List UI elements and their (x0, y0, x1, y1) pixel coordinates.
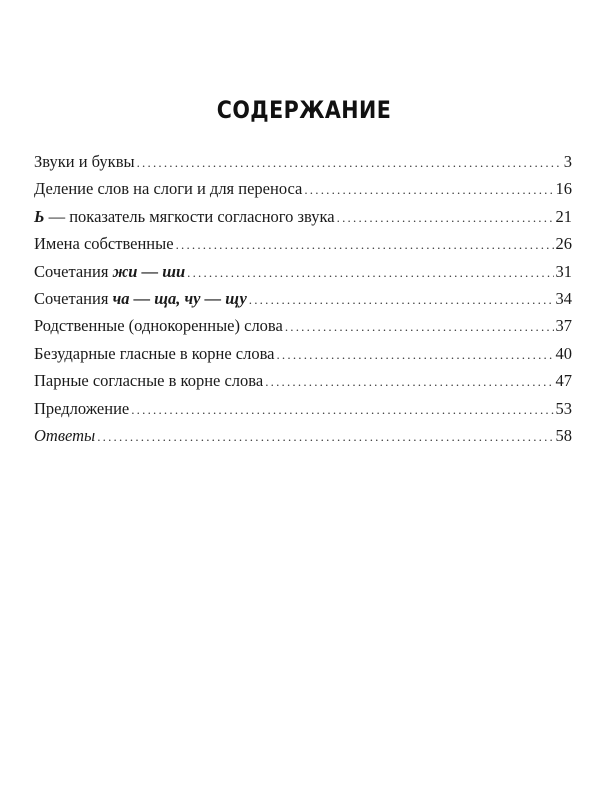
toc-entry[interactable] (34, 203, 572, 230)
toc-entry-title (34, 258, 185, 285)
toc-entry-title (34, 203, 335, 230)
dot-leader (249, 286, 554, 313)
toc-entry[interactable] (34, 422, 572, 449)
dot-leader (285, 313, 554, 340)
toc-entry[interactable] (34, 395, 572, 422)
dot-leader (97, 423, 553, 450)
toc-entry-title (34, 340, 274, 367)
toc-page-number: 58 (555, 425, 572, 445)
toc-page-number: 31 (555, 261, 572, 281)
toc-entry-title-part: Ь (34, 206, 45, 226)
toc-page-number: 40 (555, 343, 572, 363)
toc-entry[interactable] (34, 285, 572, 312)
toc-page-number: 37 (555, 316, 572, 336)
toc-page-number: 26 (555, 234, 572, 254)
toc-page-number: 47 (555, 371, 572, 391)
toc-entry-title (34, 422, 95, 449)
dot-leader (131, 396, 553, 423)
toc-entry-title-part: Парные согласные в корне слова (34, 371, 264, 391)
toc-page-number: 53 (555, 398, 572, 418)
toc-entry-title (34, 312, 283, 339)
toc-entry-title (34, 367, 263, 394)
toc-page-number: 3 (563, 152, 572, 171)
toc-entry[interactable] (34, 367, 572, 394)
toc-entry-title-part: Сочетания (34, 288, 113, 308)
toc-entry-title-part: Звуки и буквы (34, 152, 135, 171)
page-title: СОДЕРЖАНИЕ (216, 96, 392, 124)
toc-entry[interactable] (34, 340, 572, 367)
toc-entry[interactable] (34, 230, 572, 257)
toc-entry-title (34, 148, 135, 175)
dot-leader (304, 176, 553, 203)
toc-page-number: 34 (555, 288, 572, 308)
dot-leader (176, 231, 554, 258)
dot-leader (265, 368, 553, 395)
toc-entry-title (34, 395, 129, 422)
dot-leader (337, 204, 554, 231)
toc-entry-title-part: Безударные гласные в корне слова (34, 343, 275, 363)
toc-entry-title-part: — показатель мягкости согласного звука (44, 206, 335, 226)
dot-leader (276, 341, 553, 368)
toc-entry-title-part: Сочетания (34, 261, 113, 281)
dot-leader (187, 259, 553, 286)
toc-page-number: 21 (555, 206, 572, 226)
toc-entry-title-part: Имена собственные (34, 234, 174, 254)
toc-entry[interactable] (34, 148, 572, 175)
toc-entry[interactable] (34, 175, 572, 202)
toc-entry-title-part: жи — ши (112, 261, 186, 281)
toc-entry-title-part: Деление слов на слоги и для переноса (34, 179, 303, 199)
toc-entry-title-part: Предложение (34, 398, 130, 418)
toc-entry-title (34, 285, 247, 312)
toc-entry[interactable] (34, 312, 572, 339)
toc-entry-title-part: Ответы (34, 425, 96, 445)
toc-entry[interactable] (34, 258, 572, 285)
toc-entry-title-part: ча — ща, чу — щу (112, 288, 247, 308)
toc-entry-title (34, 230, 174, 257)
toc-page-number: 16 (555, 179, 572, 199)
toc-entry-title-part: Родственные (однокоренные) слова (34, 316, 283, 336)
toc-entry-title (34, 175, 302, 202)
table-of-contents (34, 148, 572, 449)
dot-leader (137, 149, 562, 176)
